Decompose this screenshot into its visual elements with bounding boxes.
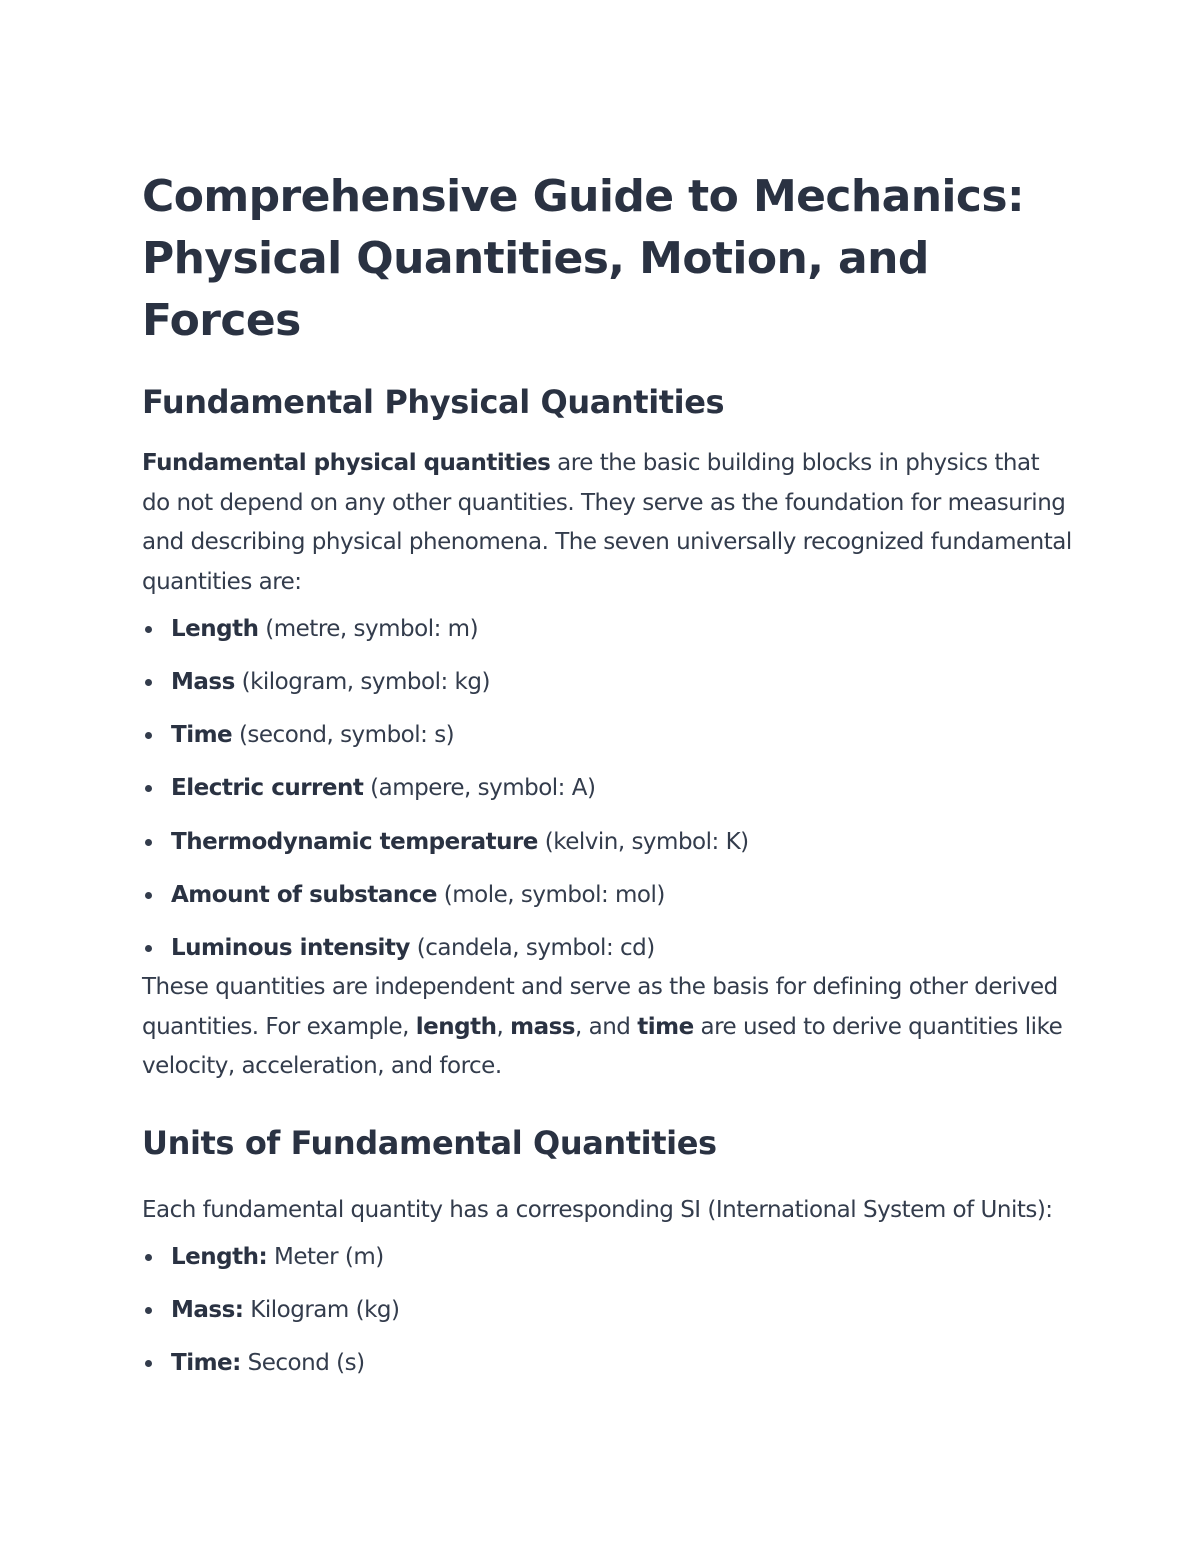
section-heading-fundamental-quantities: Fundamental Physical Quantities — [142, 383, 725, 421]
section2-intro-paragraph: Each fundamental quantity has a corresponding SI (International System of Units): — [142, 1197, 1053, 1224]
quantity-name: Amount of substance — [171, 881, 437, 908]
list-item — [142, 715, 1072, 755]
quantity-name: Time — [171, 722, 233, 749]
quantity-detail: (metre, symbol: m) — [258, 615, 479, 642]
unit-name: Mass: — [171, 1296, 244, 1323]
bullet-icon — [145, 839, 152, 846]
document-page — [142, 166, 1072, 1396]
list-item — [142, 875, 1072, 915]
quantity-detail: (second, symbol: s) — [232, 722, 455, 749]
quantity-detail: (kilogram, symbol: kg) — [234, 669, 490, 695]
section-heading-units: Units of Fundamental Quantities — [142, 1124, 717, 1163]
list-item — [142, 1290, 1072, 1330]
list-item — [142, 1343, 1072, 1383]
list-item — [142, 768, 1072, 808]
quantity-name: Thermodynamic temperature — [171, 828, 538, 855]
bullet-icon — [145, 679, 152, 686]
closing-bold-length: length — [415, 1013, 497, 1040]
quantity-detail: (mole, symbol: mol) — [436, 881, 665, 908]
title-line-1: Comprehensive Guide to Mechanics: — [142, 171, 1024, 222]
unit-detail: Meter (m) — [267, 1243, 384, 1270]
list-item — [142, 928, 1072, 968]
closing-text: , and — [575, 1013, 638, 1040]
bullet-icon — [145, 626, 152, 633]
unit-detail: Kilogram (kg) — [243, 1296, 400, 1323]
unit-detail: Second (s) — [240, 1350, 365, 1377]
section1-closing-paragraph — [142, 968, 1072, 1087]
units-list — [142, 1237, 1072, 1383]
list-item — [142, 662, 1072, 702]
quantity-name: Luminous intensity — [171, 934, 410, 961]
closing-text: These quantities are independent and serve as the basis for defining other derived quantities. For example, — [142, 973, 1058, 1040]
quantity-name: Electric current — [171, 775, 364, 802]
bullet-icon — [145, 892, 152, 899]
bullet-icon — [145, 945, 152, 952]
bullet-icon — [145, 1254, 152, 1261]
fundamental-quantities-list — [142, 609, 1072, 968]
quantity-detail: (kelvin, symbol: K) — [537, 828, 749, 855]
bullet-icon — [145, 1360, 152, 1367]
list-item — [142, 609, 1072, 649]
quantity-name: Mass — [171, 669, 235, 695]
intro-text: are the basic building blocks in physics that do not depend on any other quantities. They serve as the foundation for measuring and describing physical phenomena. The seven universally recognized fundamental quantities are: — [142, 450, 1072, 596]
quantity-detail: (ampere, symbol: A) — [363, 775, 596, 802]
bullet-icon — [145, 785, 152, 792]
closing-text: are used to derive quantities like velocity, acceleration, and force. — [142, 1013, 1063, 1080]
quantity-name: Length — [171, 615, 259, 642]
closing-bold-mass: mass — [510, 1013, 575, 1040]
quantity-detail: (candela, symbol: cd) — [409, 934, 655, 961]
section1-intro-paragraph — [142, 444, 1072, 603]
document-title — [142, 166, 1072, 352]
title-line-2: Physical Quantities, Motion, and Forces — [142, 233, 929, 346]
intro-bold-term: Fundamental physical quantities — [142, 450, 551, 476]
bullet-icon — [145, 1307, 152, 1314]
list-item — [142, 1237, 1072, 1277]
unit-name: Time: — [171, 1350, 241, 1377]
bullet-icon — [145, 732, 152, 739]
closing-text: , — [496, 1013, 511, 1040]
list-item — [142, 822, 1072, 862]
unit-name: Length: — [171, 1243, 268, 1270]
closing-bold-time: time — [637, 1013, 694, 1040]
